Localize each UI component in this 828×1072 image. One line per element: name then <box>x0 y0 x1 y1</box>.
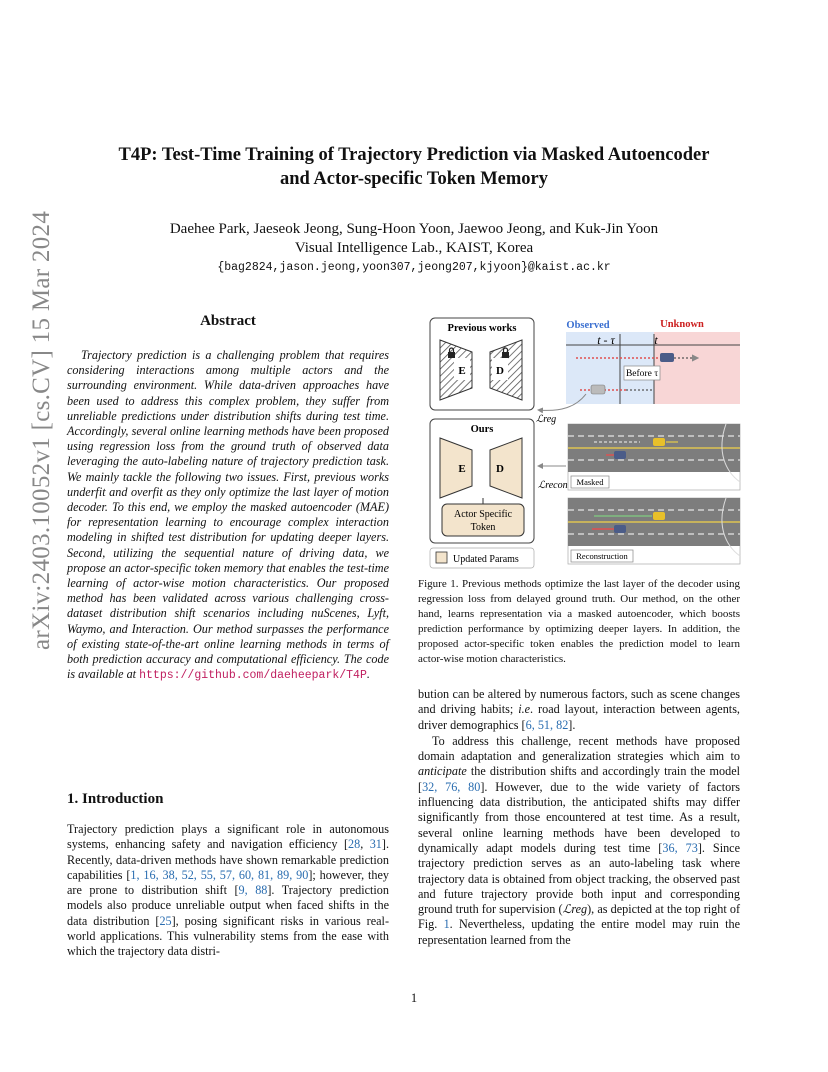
citation-link[interactable]: 9, 88 <box>238 883 268 898</box>
abstract-end: . <box>366 667 370 682</box>
intro-text: ]; however, they are prone to distribution shift [ <box>67 867 390 898</box>
citation-link[interactable]: 32, 76, 80 <box>422 779 481 794</box>
caption-label: Figure 1. <box>418 578 459 590</box>
token-label-1: Actor Specific <box>453 509 513 520</box>
paper-title <box>60 143 768 191</box>
car-icon <box>591 385 605 394</box>
body-text-italic: ℒreg <box>562 902 588 917</box>
encoder-label: E <box>458 365 466 377</box>
reg-loss-label: ℒreg <box>536 414 557 425</box>
right-column-text <box>418 687 740 948</box>
legend-swatch <box>436 552 447 563</box>
body-text: . road layout, interaction between agents, driver demographics [ <box>418 702 740 732</box>
figure-caption <box>418 577 740 667</box>
citation-link[interactable]: 36, 73 <box>662 840 698 855</box>
intro-paragraph <box>67 822 389 960</box>
intro-text: ], posing significant risks in various real-world applications. This vulnerability stems from the ease with which the trajectory data distri- <box>67 913 389 959</box>
body-text: . Nevertheless, updating the entire model may ruin the representation learned from the <box>418 917 740 947</box>
email-list: {bag2824,jason.jeong,yoon307,jeong207,kjyoon}@kaist.ac.kr <box>217 261 611 274</box>
title-line-1: T4P: Test-Time Training of Trajectory Prediction via Masked Autoencoder <box>118 145 710 165</box>
body-text: the distribution shifts and accordingly train the model [ <box>418 764 740 794</box>
car-icon <box>653 512 665 520</box>
abstract-text: Trajectory prediction is a challenging problem that requires considering interactions among multiple actors and the surrounding environment. While data-driven approaches have been used to address this complex problem, they suffer from unreliable predictions under distribution shifts during test time. Accordingly, several online learning methods have been proposed using regression loss from the ground truth of observed data leveraging the auto-labeling nature of trajectory prediction task. We mainly tackle the following two issues. First, previous works underfit and overfit as they only optimize the last layer of motion decoder. To this end, we employ the masked autoencoder (MAE) for representation learning to encourage complex interaction modeling in shifted test distribution for updating deeper layers. Second, utilizing the sequential nature of driving data, we propose an actor-specific token memory that enables the test-time learning of actor-wise motion characteristics. Our proposed method has been validated across various challenging cross-dataset distribution shift scenarios including nuScenes, Lyft, Waymo, and Interaction. Our method surpasses the performance of existing state-of-the-art online learning methods in terms of both prediction accuracy and computational efficiency. The code is available at <box>67 348 389 682</box>
recon-loss-label: ℒrecon <box>538 480 568 491</box>
car-icon <box>614 451 626 459</box>
paragraph <box>418 687 740 733</box>
intro-text: ]. Trajectory prediction models also produce unreliable output when faced shifts in the data distribution [ <box>67 883 389 928</box>
author-block <box>60 220 768 258</box>
code-link[interactable]: https://github.com/daeheepark/T4P <box>139 669 367 683</box>
updated-params-label: Updated Params <box>453 554 519 565</box>
arxiv-identifier: arXiv:2403.10052v1 [cs.CV] 15 Mar 2024 <box>28 210 55 650</box>
caption-text: Previous methods optimize the last layer of the decoder using regression loss from delayed ground truth. Our method, on the other hand, learns representation via a masked autoencoder, which boosts prediction performance by optimizing deeper layers. In addition, the proposed actor-specific token enables the prediction model to learn actor-wise motion characteristics. <box>418 578 740 665</box>
decoder-label: D <box>496 463 504 475</box>
intro-heading: 1. Introduction <box>67 791 164 807</box>
before-tau-label: Before τ <box>625 369 659 379</box>
decoder-label: D <box>496 365 504 377</box>
t-minus-tau-label: t - τ <box>597 333 615 347</box>
citation-link[interactable]: 31 <box>369 837 382 852</box>
encoder-label: E <box>458 463 466 475</box>
body-text: ]. Since trajectory prediction serves as an auto-labeling task where trajectory data is obtained from object tracking, the observed past and future trajectory provide both input and corresponding ground truth for supervision ( <box>418 840 741 917</box>
page-number: 1 <box>410 991 418 1005</box>
author-list: Daehee Park, Jaeseok Jeong, Sung-Hoon Yoon, Jaewoo Jeong, and Kuk-Jin Yoon <box>169 221 659 237</box>
unknown-region <box>654 332 740 404</box>
abstract-heading: Abstract <box>200 313 256 329</box>
body-text: ]. However, due to the wide variety of factors influencing data distribution, the anticipated shifts may differ significantly from those encountered at test time. As a result, several online learning methods have been developed to dynamically adapt models during test time [ <box>418 779 741 855</box>
intro-text: ]. Recently, data-driven methods have shown remarkable prediction capabilities [ <box>67 837 389 882</box>
body-text-italic: anticipate <box>418 764 467 779</box>
figure-1 <box>426 312 744 570</box>
paragraph <box>418 734 740 948</box>
car-icon <box>614 525 626 533</box>
body-text: ), as depicted at the top right of Fig. <box>418 902 741 932</box>
citation-link[interactable]: 6, 51, 82 <box>525 717 569 732</box>
body-text: To address this challenge, recent methods have proposed domain adaptation and generalization strategies which aim to <box>418 733 740 764</box>
masked-label: Masked <box>576 477 604 487</box>
affiliation: Visual Intelligence Lab., KAIST, Korea <box>294 240 534 256</box>
observed-label: Observed <box>566 320 610 331</box>
intro-text: Trajectory prediction plays a significant role in autonomous systems, enhancing safety and navigation efficiency [ <box>67 822 389 852</box>
reconstruction-label: Reconstruction <box>576 551 628 561</box>
citation-link[interactable]: 1, 16, 38, 52, 55, 57, 60, 81, 89, 90 <box>130 867 309 882</box>
t-label: t <box>654 333 658 347</box>
body-text: bution can be altered by numerous factors, such as scene changes and driving habits; <box>418 687 740 717</box>
abstract-body <box>67 348 389 683</box>
citation-link[interactable]: 1 <box>443 917 450 932</box>
body-text: ]. <box>568 717 576 732</box>
token-label-2: Token <box>470 522 496 533</box>
unknown-label: Unknown <box>660 319 704 330</box>
ours-label: Ours <box>470 424 494 435</box>
citation-link[interactable]: 25 <box>159 913 172 928</box>
car-icon <box>653 438 665 446</box>
title-line-2: and Actor-specific Token Memory <box>279 169 549 189</box>
car-icon <box>660 353 674 362</box>
citation-link[interactable]: 28 <box>348 837 361 852</box>
body-text-italic: i.e <box>518 702 531 717</box>
intro-text: , <box>360 837 370 852</box>
previous-works-label: Previous works <box>447 323 517 334</box>
